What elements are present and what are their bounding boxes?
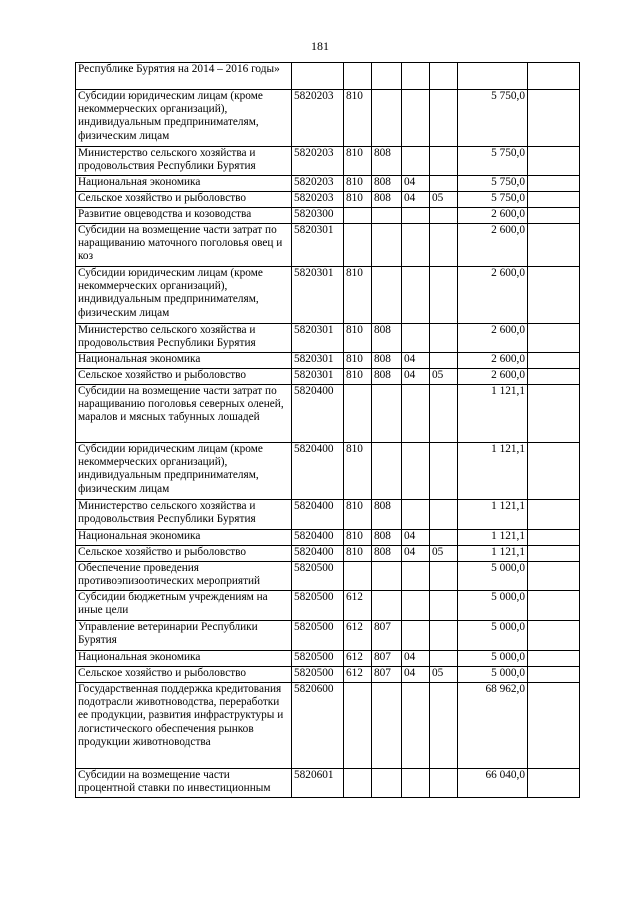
target-article-cell: 5820400	[292, 530, 344, 546]
section-cell	[402, 562, 430, 591]
row-name-cell: Субсидии юридическим лицам (кроме некоммерческих организаций), индивидуальным предпринимателям, физическим лицам	[76, 90, 292, 147]
section-cell	[402, 267, 430, 324]
administrator-cell	[372, 90, 402, 147]
section-cell	[402, 324, 430, 353]
subsection-cell: 05	[430, 667, 458, 683]
target-article-cell: 5820400	[292, 385, 344, 443]
amount-cell: 5 000,0	[458, 621, 528, 651]
subsection-cell	[430, 562, 458, 591]
table-row	[76, 591, 580, 621]
target-article-cell: 5820500	[292, 651, 344, 667]
administrator-cell: 808	[372, 324, 402, 353]
amount-cell: 5 000,0	[458, 667, 528, 683]
amount-cell: 1 121,1	[458, 500, 528, 530]
table-row	[76, 667, 580, 683]
expense-type-cell: 810	[344, 324, 372, 353]
table-row	[76, 192, 580, 208]
amount-cell: 5 750,0	[458, 192, 528, 208]
empty-cell	[528, 546, 580, 562]
row-name-cell: Республике Бурятия на 2014 – 2016 годы»	[76, 63, 292, 90]
target-article-cell: 5820500	[292, 591, 344, 621]
row-name-cell: Обеспечение проведения противоэпизоотических мероприятий	[76, 562, 292, 591]
target-article-cell: 5820400	[292, 546, 344, 562]
empty-cell	[528, 176, 580, 192]
target-article-cell: 5820500	[292, 621, 344, 651]
expense-type-cell: 810	[344, 443, 372, 500]
budget-table	[75, 62, 580, 798]
administrator-cell	[372, 385, 402, 443]
empty-cell	[528, 591, 580, 621]
empty-cell	[528, 147, 580, 176]
expense-type-cell: 810	[344, 546, 372, 562]
table-row	[76, 208, 580, 224]
expense-type-cell: 810	[344, 500, 372, 530]
amount-cell: 5 000,0	[458, 591, 528, 621]
row-name-cell: Сельское хозяйство и рыболовство	[76, 192, 292, 208]
row-name-cell: Субсидии на возмещение части затрат по наращиванию поголовья северных оленей, маралов и мясных табунных лошадей	[76, 385, 292, 443]
table-row	[76, 369, 580, 385]
target-article-cell: 5820301	[292, 353, 344, 369]
subsection-cell	[430, 500, 458, 530]
administrator-cell: 808	[372, 530, 402, 546]
subsection-cell	[430, 324, 458, 353]
subsection-cell	[430, 353, 458, 369]
empty-cell	[528, 63, 580, 90]
empty-cell	[528, 267, 580, 324]
amount-cell: 2 600,0	[458, 208, 528, 224]
row-name-cell: Субсидии юридическим лицам (кроме некоммерческих организаций), индивидуальным предпринимателям, физическим лицам	[76, 443, 292, 500]
empty-cell	[528, 369, 580, 385]
section-cell	[402, 208, 430, 224]
section-cell	[402, 500, 430, 530]
table-row	[76, 385, 580, 443]
amount-cell	[458, 63, 528, 90]
empty-cell	[528, 621, 580, 651]
expense-type-cell: 810	[344, 176, 372, 192]
expense-type-cell: 810	[344, 530, 372, 546]
amount-cell: 2 600,0	[458, 224, 528, 267]
empty-cell	[528, 90, 580, 147]
section-cell	[402, 591, 430, 621]
subsection-cell: 05	[430, 369, 458, 385]
administrator-cell: 807	[372, 667, 402, 683]
table-row	[76, 546, 580, 562]
amount-cell: 1 121,1	[458, 443, 528, 500]
empty-cell	[528, 208, 580, 224]
row-name-cell: Сельское хозяйство и рыболовство	[76, 667, 292, 683]
subsection-cell	[430, 443, 458, 500]
table-row	[76, 769, 580, 798]
administrator-cell: 808	[372, 369, 402, 385]
target-article-cell: 5820301	[292, 224, 344, 267]
target-article-cell: 5820400	[292, 443, 344, 500]
row-name-cell: Национальная экономика	[76, 651, 292, 667]
row-name-cell: Министерство сельского хозяйства и продовольствия Республики Бурятия	[76, 324, 292, 353]
target-article-cell: 5820203	[292, 176, 344, 192]
row-name-cell: Государственная поддержка кредитования подотрасли животноводства, переработки ее продукции, развития инфраструктуры и логистического обеспечения рынков продукции животноводства	[76, 683, 292, 769]
section-cell	[402, 683, 430, 769]
target-article-cell: 5820400	[292, 500, 344, 530]
amount-cell: 5 750,0	[458, 147, 528, 176]
expense-type-cell	[344, 224, 372, 267]
table-row	[76, 147, 580, 176]
subsection-cell	[430, 530, 458, 546]
empty-cell	[528, 324, 580, 353]
administrator-cell	[372, 562, 402, 591]
administrator-cell	[372, 683, 402, 769]
row-name-cell: Субсидии на возмещение части затрат по наращиванию маточного поголовья овец и коз	[76, 224, 292, 267]
row-name-cell: Субсидии бюджетным учреждениям на иные цели	[76, 591, 292, 621]
amount-cell: 68 962,0	[458, 683, 528, 769]
expense-type-cell: 612	[344, 621, 372, 651]
subsection-cell	[430, 683, 458, 769]
amount-cell: 66 040,0	[458, 769, 528, 798]
section-cell: 04	[402, 546, 430, 562]
page-number: 181	[311, 39, 329, 53]
empty-cell	[528, 192, 580, 208]
administrator-cell: 808	[372, 500, 402, 530]
row-name-cell: Сельское хозяйство и рыболовство	[76, 546, 292, 562]
administrator-cell	[372, 267, 402, 324]
table-row	[76, 176, 580, 192]
section-cell	[402, 224, 430, 267]
expense-type-cell	[344, 208, 372, 224]
section-cell: 04	[402, 667, 430, 683]
administrator-cell	[372, 769, 402, 798]
section-cell	[402, 769, 430, 798]
empty-cell	[528, 769, 580, 798]
administrator-cell	[372, 443, 402, 500]
administrator-cell: 808	[372, 546, 402, 562]
table-row	[76, 530, 580, 546]
row-name-cell: Субсидии на возмещение части процентной ставки по инвестиционным	[76, 769, 292, 798]
target-article-cell: 5820203	[292, 90, 344, 147]
table-row	[76, 562, 580, 591]
section-cell	[402, 443, 430, 500]
subsection-cell	[430, 769, 458, 798]
empty-cell	[528, 530, 580, 546]
subsection-cell	[430, 147, 458, 176]
administrator-cell: 807	[372, 621, 402, 651]
section-cell	[402, 147, 430, 176]
amount-cell: 5 750,0	[458, 90, 528, 147]
subsection-cell	[430, 90, 458, 147]
table-row	[76, 63, 580, 90]
section-cell: 04	[402, 192, 430, 208]
expense-type-cell: 612	[344, 667, 372, 683]
administrator-cell: 807	[372, 651, 402, 667]
administrator-cell: 808	[372, 176, 402, 192]
administrator-cell: 808	[372, 147, 402, 176]
target-article-cell: 5820600	[292, 683, 344, 769]
row-name-cell: Управление ветеринарии Республики Бурятия	[76, 621, 292, 651]
subsection-cell	[430, 385, 458, 443]
table-row	[76, 353, 580, 369]
table-row	[76, 90, 580, 147]
expense-type-cell: 810	[344, 147, 372, 176]
administrator-cell	[372, 224, 402, 267]
row-name-cell: Министерство сельского хозяйства и продовольствия Республики Бурятия	[76, 147, 292, 176]
table-row	[76, 443, 580, 500]
target-article-cell: 5820203	[292, 147, 344, 176]
section-cell: 04	[402, 651, 430, 667]
amount-cell: 1 121,1	[458, 546, 528, 562]
amount-cell: 2 600,0	[458, 267, 528, 324]
section-cell: 04	[402, 353, 430, 369]
table-row	[76, 651, 580, 667]
table-body	[76, 63, 580, 798]
empty-cell	[528, 224, 580, 267]
row-name-cell: Министерство сельского хозяйства и продовольствия Республики Бурятия	[76, 500, 292, 530]
expense-type-cell: 810	[344, 267, 372, 324]
expense-type-cell	[344, 769, 372, 798]
empty-cell	[528, 443, 580, 500]
section-cell: 04	[402, 369, 430, 385]
expense-type-cell: 612	[344, 591, 372, 621]
row-name-cell: Развитие овцеводства и козоводства	[76, 208, 292, 224]
target-article-cell: 5820300	[292, 208, 344, 224]
table-row	[76, 500, 580, 530]
expense-type-cell	[344, 562, 372, 591]
section-cell	[402, 90, 430, 147]
expense-type-cell: 810	[344, 353, 372, 369]
amount-cell: 1 121,1	[458, 530, 528, 546]
subsection-cell	[430, 621, 458, 651]
target-article-cell: 5820601	[292, 769, 344, 798]
target-article-cell: 5820301	[292, 267, 344, 324]
table-row	[76, 324, 580, 353]
subsection-cell	[430, 208, 458, 224]
amount-cell: 5 000,0	[458, 562, 528, 591]
subsection-cell	[430, 224, 458, 267]
subsection-cell	[430, 267, 458, 324]
row-name-cell: Национальная экономика	[76, 176, 292, 192]
empty-cell	[528, 562, 580, 591]
target-article-cell: 5820301	[292, 369, 344, 385]
section-cell	[402, 63, 430, 90]
amount-cell: 5 750,0	[458, 176, 528, 192]
amount-cell: 2 600,0	[458, 353, 528, 369]
amount-cell: 2 600,0	[458, 324, 528, 353]
row-name-cell: Национальная экономика	[76, 530, 292, 546]
row-name-cell: Национальная экономика	[76, 353, 292, 369]
subsection-cell	[430, 651, 458, 667]
empty-cell	[528, 353, 580, 369]
empty-cell	[528, 667, 580, 683]
amount-cell: 5 000,0	[458, 651, 528, 667]
administrator-cell: 808	[372, 353, 402, 369]
expense-type-cell	[344, 385, 372, 443]
expense-type-cell: 612	[344, 651, 372, 667]
table-row	[76, 621, 580, 651]
expense-type-cell: 810	[344, 90, 372, 147]
row-name-cell: Сельское хозяйство и рыболовство	[76, 369, 292, 385]
administrator-cell	[372, 208, 402, 224]
administrator-cell	[372, 63, 402, 90]
section-cell: 04	[402, 176, 430, 192]
target-article-cell: 5820203	[292, 192, 344, 208]
amount-cell: 1 121,1	[458, 385, 528, 443]
subsection-cell	[430, 176, 458, 192]
section-cell	[402, 621, 430, 651]
subsection-cell: 05	[430, 546, 458, 562]
section-cell: 04	[402, 530, 430, 546]
empty-cell	[528, 500, 580, 530]
table-row	[76, 267, 580, 324]
empty-cell	[528, 651, 580, 667]
empty-cell	[528, 385, 580, 443]
row-name-cell: Субсидии юридическим лицам (кроме некоммерческих организаций), индивидуальным предпринимателям, физическим лицам	[76, 267, 292, 324]
target-article-cell: 5820500	[292, 562, 344, 591]
subsection-cell	[430, 591, 458, 621]
target-article-cell	[292, 63, 344, 90]
amount-cell: 2 600,0	[458, 369, 528, 385]
administrator-cell	[372, 591, 402, 621]
expense-type-cell	[344, 683, 372, 769]
subsection-cell: 05	[430, 192, 458, 208]
table-row	[76, 224, 580, 267]
expense-type-cell	[344, 63, 372, 90]
target-article-cell: 5820500	[292, 667, 344, 683]
section-cell	[402, 385, 430, 443]
expense-type-cell: 810	[344, 192, 372, 208]
expense-type-cell: 810	[344, 369, 372, 385]
empty-cell	[528, 683, 580, 769]
target-article-cell: 5820301	[292, 324, 344, 353]
administrator-cell: 808	[372, 192, 402, 208]
table-row	[76, 683, 580, 769]
subsection-cell	[430, 63, 458, 90]
